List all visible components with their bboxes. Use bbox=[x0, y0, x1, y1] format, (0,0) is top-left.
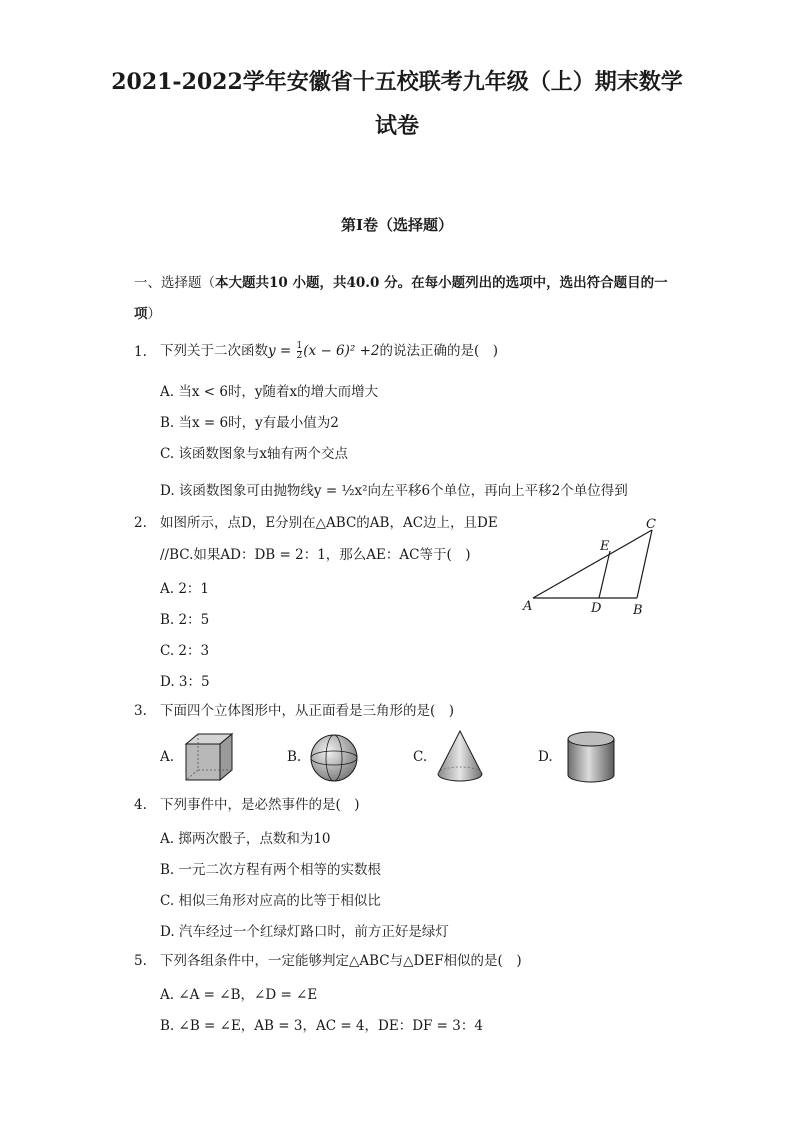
question-number: 5. bbox=[134, 953, 147, 969]
q3-option-b[interactable]: B. bbox=[287, 749, 302, 765]
q1-option-c[interactable]: C. 该函数图象与x轴有两个交点 bbox=[160, 446, 349, 462]
q1-stem-eq: = bbox=[275, 343, 296, 359]
q1-stem-b: (x − 6)² +2 bbox=[303, 343, 380, 359]
sphere-icon bbox=[308, 732, 360, 784]
q4-option-b[interactable]: B. 一元二次方程有两个相等的实数根 bbox=[160, 862, 382, 878]
segment-de bbox=[599, 551, 610, 598]
q1-option-d[interactable]: D. 该函数图象可由抛物线y = ½x²向左平移6个单位，再向上平移2个单位得到 bbox=[160, 483, 628, 499]
frac-numerator: 1 bbox=[296, 341, 303, 351]
intro-prefix: 一、选择题（ bbox=[134, 275, 215, 291]
q3-option-a[interactable]: A. bbox=[160, 749, 175, 765]
label-c: C bbox=[646, 517, 656, 532]
q1-option-b[interactable]: B. 当x = 6时，y有最小值为2 bbox=[160, 415, 339, 431]
question-number: 2. bbox=[134, 515, 147, 531]
q2-option-c[interactable]: C. 2：3 bbox=[160, 643, 210, 659]
q1-stem-a: 下列关于二次函数 bbox=[160, 343, 268, 359]
cone-icon bbox=[432, 728, 488, 786]
page-title: 2021-2022学年安徽省十五校联考九年级（上）期末数学 bbox=[111, 69, 683, 95]
question-number: 1. bbox=[134, 344, 147, 360]
cylinder-icon bbox=[565, 730, 617, 786]
q5-option-a[interactable]: A. ∠A = ∠B，∠D = ∠E bbox=[160, 987, 318, 1003]
label-b: B bbox=[633, 603, 643, 618]
q1-fraction bbox=[297, 342, 303, 361]
cube-icon bbox=[178, 730, 238, 784]
intro-suffix: ） bbox=[147, 306, 161, 322]
q4-stem: 下列事件中，是必然事件的是( ) bbox=[160, 797, 360, 813]
q3-stem: 下面四个立体图形中，从正面看是三角形的是( ) bbox=[160, 703, 455, 719]
q1-stem-c: 的说法正确的是( ) bbox=[379, 343, 499, 359]
q2-option-b[interactable]: B. 2：5 bbox=[160, 612, 210, 628]
q1-option-a[interactable]: A. 当x < 6时，y随着x的增大而增大 bbox=[160, 384, 379, 400]
question-1-stem bbox=[160, 341, 498, 361]
q3-option-c[interactable]: C. bbox=[413, 749, 428, 765]
q5-stem: 下列各组条件中，一定能够判定△ABC与△DEF相似的是( ) bbox=[160, 953, 522, 969]
question-number: 3. bbox=[134, 703, 147, 719]
q2-option-a[interactable]: A. 2：1 bbox=[160, 581, 210, 597]
page-title-line2: 试卷 bbox=[374, 113, 419, 139]
frac-denominator: 2 bbox=[296, 351, 303, 361]
q2-option-d[interactable]: D. 3：5 bbox=[160, 674, 210, 690]
intro-bold: 本大题共10 小题，共40.0 分。在每小题列出的选项中，选出符合题目的一项 bbox=[134, 275, 668, 322]
section-heading: 第Ⅰ卷（选择题） bbox=[340, 216, 454, 234]
q2-stem-line1: 如图所示，点D，E分别在△ABC的AB，AC边上，且DE bbox=[160, 515, 498, 531]
q4-option-d[interactable]: D. 汽车经过一个红绿灯路口时，前方正好是绿灯 bbox=[160, 924, 449, 940]
triangle-figure bbox=[515, 510, 675, 620]
segment-ac bbox=[533, 530, 652, 598]
label-a: A bbox=[523, 599, 533, 614]
q4-option-a[interactable]: A. 掷两次骰子，点数和为10 bbox=[160, 831, 331, 847]
question-number: 4. bbox=[134, 797, 147, 813]
section-intro bbox=[134, 268, 674, 330]
q3-option-d[interactable]: D. bbox=[538, 749, 553, 765]
q1-stem-y: y bbox=[268, 343, 276, 359]
q4-option-c[interactable]: C. 相似三角形对应高的比等于相似比 bbox=[160, 893, 381, 909]
label-e: E bbox=[600, 539, 610, 554]
label-d: D bbox=[591, 601, 602, 616]
q2-stem-line2: //BC.如果AD：DB = 2：1，那么AE：AC等于( ) bbox=[160, 547, 471, 563]
segment-bc bbox=[637, 530, 652, 598]
q5-option-b[interactable]: B. ∠B = ∠E，AB = 3，AC = 4，DE：DF = 3：4 bbox=[160, 1018, 483, 1034]
